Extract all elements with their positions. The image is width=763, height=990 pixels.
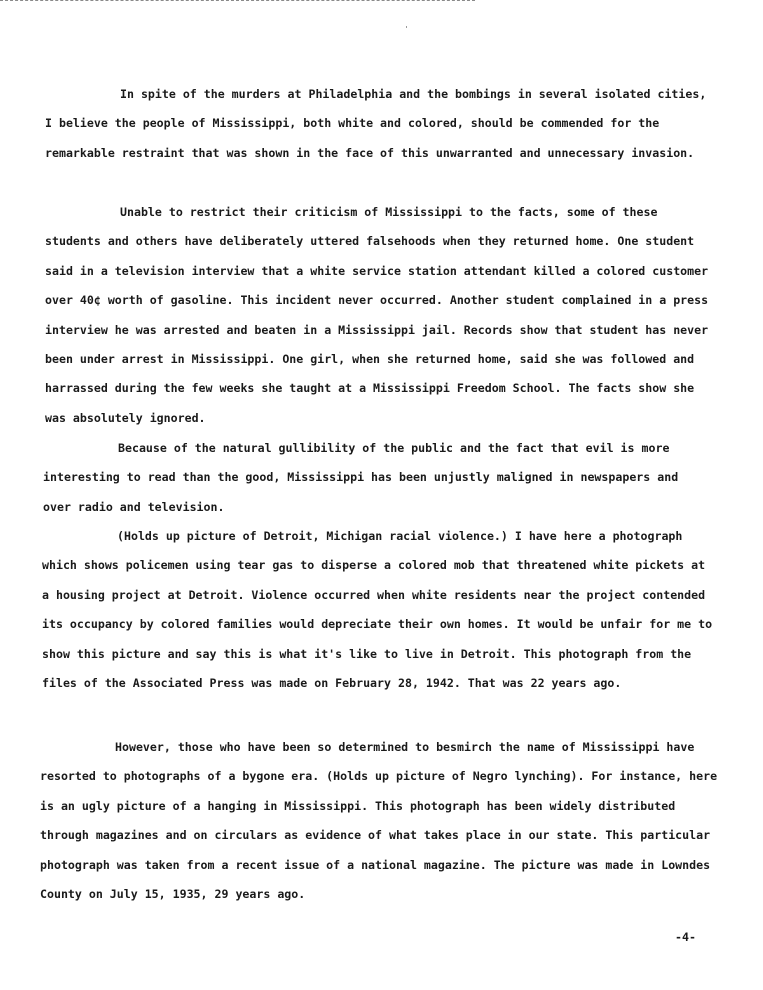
paragraph-detroit-photograph: (Holds up picture of Detroit, Michigan racial violence.) I have here a photograph which shows policemen using tear gas to disperse a colored mob that threatened white pickets at a housing project at Detroit. Violence occurred when white residents near the project contended its occupancy by colored families would depreciate their own homes. It would be unfair for me to show this picture and say this is what it's like to live in Detroit. This photograph from the files of the Associated Press was made on February 28, 1942. That was 22 years ago.	[42, 529, 713, 691]
paragraph-lowndes-photograph: However, those who have been so determined to besmirch the name of Mississippi have resorted to photographs of a bygone era. (Holds up picture of Negro lynching). For instance, here is an ugly picture of a hanging in Mississippi. This photograph has been widely distributed through magazines and on circulars as evidence of what takes place in our state. This particular photograph was taken from a recent issue of a national magazine. The picture was made in Lowndes County on July 15, 1935, 29 years ago.	[40, 740, 718, 902]
paragraph-philadelphia-restraint: In spite of the murders at Philadelphia and the bombings in several isolated cities, I believe the people of Mississippi, both white and colored, should be commended for the remarkable restraint that was shown in the face of this unwarranted and unnecessary invasion.	[45, 87, 707, 160]
paragraph-public-gullibility: Because of the natural gullibility of the public and the fact that evil is more interesting to read than the good, Mississippi has been unjustly maligned in newspapers and over radio and television.	[43, 441, 679, 514]
paper-speck	[406, 26, 407, 28]
top-edge-rule	[0, 0, 475, 1]
page-number: -4-	[675, 930, 696, 944]
paragraph-student-falsehoods: Unable to restrict their criticism of Mississippi to the facts, some of these students and others have deliberately uttered falsehoods when they returned home. One student said in a television interview that a white service station attendant killed a colored customer over 40¢ worth of gasoline. This incident never occurred. Another student complained in a press interview he was arrested and beaten in a Mississippi jail. Records show that student has never been under arrest in Mississippi. One girl, when she returned home, said she was followed and harrassed during the few weeks she taught at a Mississippi Freedom School. The facts show she was absolutely ignored.	[45, 205, 709, 425]
